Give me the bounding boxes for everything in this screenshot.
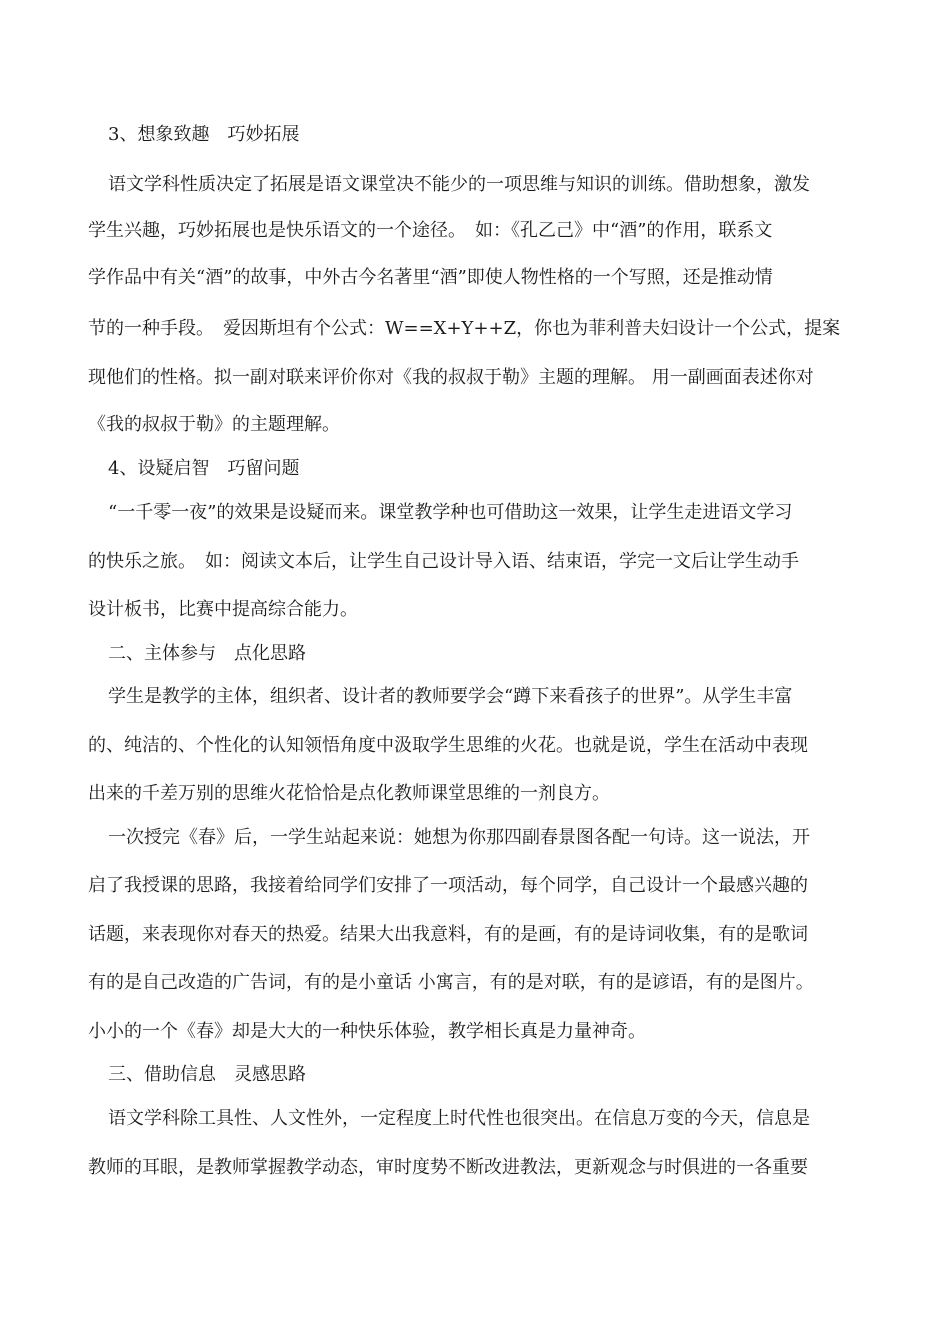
paragraph-line: 《我的叔叔于勒》的主题理解。 [88, 414, 340, 435]
paragraph-line: “一千零一夜”的效果是设疑而来。课堂教学种也可借助这一效果，让学生走进语文学习 [108, 502, 793, 523]
heading-3: 3、想象致趣 巧妙拓展 [108, 124, 300, 145]
section-heading-3: 三、借助信息 灵感思路 [108, 1064, 306, 1085]
paragraph-line: 设计板书，比赛中提高综合能力。 [88, 599, 358, 620]
paragraph-line: 语文学科除工具性、人文性外，一定程度上时代性也很突出。在信息万变的今天，信息是 [108, 1108, 810, 1129]
paragraph-line: 节的一种手段。 爱因斯坦有个公式：W==X+Y++Z，你也为菲利普夫妇设计一个公式，提案 [88, 318, 841, 339]
heading-4: 4、设疑启智 巧留问题 [108, 458, 300, 479]
paragraph-line: 话题，来表现你对春天的热爱。结果大出我意料，有的是画，有的是诗词收集，有的是歌词 [88, 924, 808, 945]
paragraph-line: 学生是教学的主体，组织者、设计者的教师要学会“蹲下来看孩子的世界”。从学生丰富 [108, 686, 793, 707]
paragraph-line: 的、纯洁的、个性化的认知领悟角度中汲取学生思维的火花。也就是说，学生在活动中表现 [88, 735, 808, 756]
paragraph-line: 启了我授课的思路，我接着给同学们安排了一项活动，每个同学，自己设计一个最感兴趣的 [88, 875, 808, 896]
paragraph-line: 学生兴趣，巧妙拓展也是快乐语文的一个途径。 如：《孔乙己》中“酒”的作用，联系文 [88, 220, 773, 241]
paragraph-line: 学作品中有关“酒”的故事，中外古今名著里“酒”即使人物性格的一个写照，还是推动情 [88, 267, 773, 288]
paragraph-line: 现他们的性格。拟一副对联来评价你对《我的叔叔于勒》主题的理解。 用一副画面表述你对 [88, 367, 814, 388]
paragraph-line: 一次授完《春》后，一学生站起来说：她想为你那四副春景图各配一句诗。这一说法，开 [108, 827, 810, 848]
paragraph-line: 语文学科性质决定了拓展是语文课堂决不能少的一项思维与知识的训练。借助想象，激发 [108, 174, 810, 195]
paragraph-line: 出来的千差万别的思维火花恰恰是点化教师课堂思维的一剂良方。 [88, 783, 610, 804]
paragraph-line: 教师的耳眼，是教师掌握教学动态，审时度势不断改进教法，更新观念与时俱进的一各重要 [88, 1157, 808, 1178]
paragraph-line: 的快乐之旅。 如：阅读文本后，让学生自己设计导入语、结束语，学完一文后让学生动手 [88, 551, 799, 572]
paragraph-line: 小小的一个《春》却是大大的一种快乐体验，教学相长真是力量神奇。 [88, 1021, 646, 1042]
section-heading-2: 二、主体参与 点化思路 [108, 643, 306, 664]
paragraph-line: 有的是自己改造的广告词，有的是小童话 小寓言，有的是对联，有的是谚语，有的是图片。 [88, 972, 814, 993]
